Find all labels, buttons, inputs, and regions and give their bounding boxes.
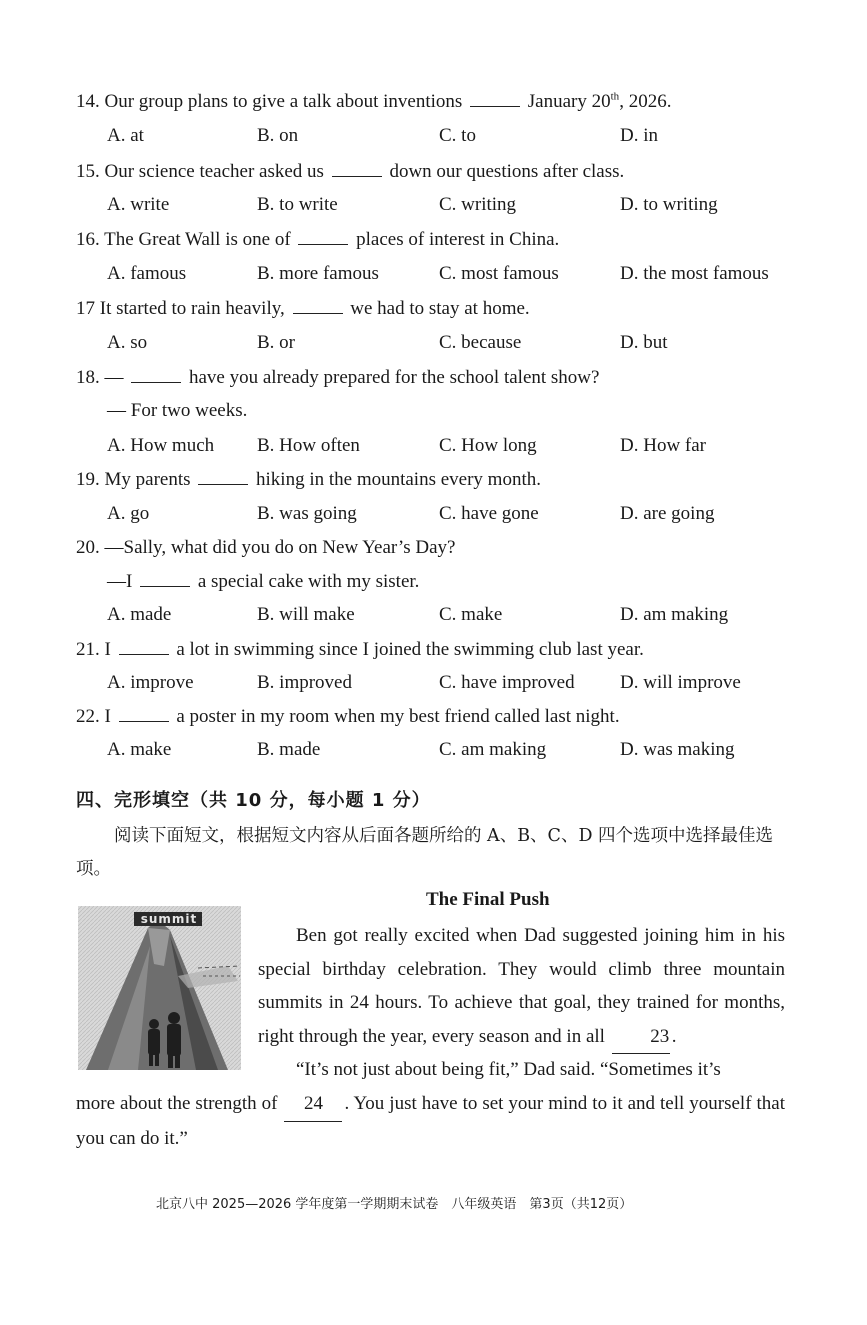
answer-blank [298, 228, 348, 245]
dialog-reply-20 [107, 570, 419, 593]
section-instruction: 阅读下面短文，根据短文内容从后面各题所给的 A、B、C、D 四个选项中选择最佳选项。 [76, 826, 774, 879]
question-text: My parents [104, 469, 191, 490]
question-text: , 2026. [619, 91, 672, 112]
cloze-blank-24: 24 [284, 1087, 342, 1122]
options-17 [107, 332, 807, 358]
options-16 [107, 263, 807, 289]
answer-blank [140, 570, 190, 587]
option-b: B. was going [257, 503, 357, 524]
question-text: —Sally, what did you do on New Year’s Day? [104, 537, 456, 558]
option-a: A. made [107, 604, 172, 625]
question-number: 22. [76, 706, 100, 727]
answer-blank [293, 297, 343, 314]
question-number: 16. [76, 229, 100, 250]
question-text: we had to stay at home. [350, 298, 530, 319]
option-c: C. writing [439, 194, 517, 215]
question-text: a poster in my room when my best friend called last night. [176, 706, 620, 727]
option-a: A. so [107, 332, 148, 353]
question-text: down our questions after class. [389, 161, 625, 182]
summit-label: summit [140, 912, 198, 926]
cloze-blank-23: 23 [612, 1020, 670, 1055]
option-b: B. more famous [257, 263, 379, 284]
story-paragraph-2-first-line: “It’s not just about being fit,” Dad said. “Sometimes it’s [296, 1059, 721, 1080]
question-text: a lot in swimming since I joined the swimming club last year. [176, 639, 644, 660]
question-text: hiking in the mountains every month. [256, 469, 541, 490]
answer-blank [332, 160, 382, 177]
story-title: The Final Push [426, 889, 550, 910]
options-22 [107, 739, 807, 765]
option-b: B. will make [257, 604, 355, 625]
section-heading: 四、完形填空（共 10 分，每小题 1 分） [76, 790, 431, 811]
question-text: Our group plans to give a talk about inventions [104, 91, 463, 112]
dialog-reply-18: — For two weeks. [107, 400, 248, 421]
option-d: D. was making [620, 739, 735, 760]
option-a: A. at [107, 125, 144, 146]
options-19 [107, 503, 807, 529]
story-text: Ben got really excited when Dad suggested joining him in his special birthday celebration. They would climb three mountain summits in 24 hours. To achieve that goal, they trained for months, right through the year, every season and in all [258, 925, 785, 1047]
question-text: January 20 [527, 91, 611, 112]
option-c: C. How long [439, 435, 537, 456]
story-paragraph-2 [76, 1087, 785, 1155]
question-text: I [104, 639, 111, 660]
answer-blank [470, 90, 520, 107]
option-c: C. am making [439, 739, 547, 760]
option-a: A. improve [107, 672, 194, 693]
options-21 [107, 672, 807, 698]
options-18 [107, 435, 807, 461]
question-number: 20. [76, 537, 100, 558]
question-text: Our science teacher asked us [104, 161, 324, 182]
option-c: C. most famous [439, 263, 559, 284]
option-c: C. have gone [439, 503, 539, 524]
mountain-climbers-illustration [78, 906, 241, 1070]
question-15 [76, 160, 624, 184]
option-b: B. on [257, 125, 299, 146]
story-text: more about the strength of [76, 1093, 278, 1114]
option-d: D. am making [620, 604, 729, 625]
answer-blank [119, 705, 169, 722]
option-b: B. to write [257, 194, 338, 215]
option-a: A. write [107, 194, 170, 215]
answer-blank [131, 366, 181, 383]
option-b: B. improved [257, 672, 352, 693]
question-text: I [104, 706, 111, 727]
option-a: A. How much [107, 435, 215, 456]
question-19 [76, 468, 541, 492]
question-text: — [104, 367, 124, 388]
options-14 [107, 125, 807, 151]
option-d: D. in [620, 125, 658, 146]
question-21 [76, 638, 644, 662]
reply-text: a special cake with my sister. [197, 571, 420, 592]
option-b: B. made [257, 739, 321, 760]
option-a: A. go [107, 503, 150, 524]
option-c: C. make [439, 604, 503, 625]
options-15 [107, 194, 807, 220]
question-number: 21. [76, 639, 100, 660]
option-a: A. famous [107, 263, 187, 284]
answer-blank [119, 638, 169, 655]
option-c: C. have improved [439, 672, 575, 693]
option-d: D. will improve [620, 672, 741, 693]
options-20 [107, 604, 807, 630]
question-text: The Great Wall is one of [104, 229, 291, 250]
mountain-icon [78, 906, 241, 1070]
question-number: 17 [76, 298, 95, 319]
option-c: C. because [439, 332, 522, 353]
question-20 [76, 536, 455, 560]
question-text: It started to rain heavily, [99, 298, 285, 319]
question-number: 18. [76, 367, 100, 388]
question-number: 19. [76, 469, 100, 490]
answer-blank [198, 468, 248, 485]
reply-text: —I [107, 571, 133, 592]
question-text: have you already prepared for the school talent show? [189, 367, 600, 388]
question-number: 14. [76, 91, 100, 112]
question-14 [76, 90, 671, 114]
option-b: B. How often [257, 435, 360, 456]
option-b: B. or [257, 332, 295, 353]
option-d: D. How far [620, 435, 707, 456]
option-c: C. to [439, 125, 476, 146]
question-22 [76, 705, 620, 729]
story-paragraph-1: Ben got really excited when Dad suggested joining him in his special birthday celebration. They would climb three mountain summits in 24 hours. To achieve that goal, they trained for months, right through the year, every season and in all 23 . [258, 919, 785, 1054]
question-16 [76, 228, 559, 252]
option-d: D. the most famous [620, 263, 769, 284]
question-17 [76, 297, 530, 321]
option-d: D. to writing [620, 194, 718, 215]
superscript: th [610, 90, 620, 103]
question-18 [76, 366, 599, 390]
question-text: places of interest in China. [356, 229, 560, 250]
option-d: D. are going [620, 503, 715, 524]
question-number: 15. [76, 161, 100, 182]
option-d: D. but [620, 332, 668, 353]
story-text: . You just have to set your mind to it and tell yourself that you can do it.” [76, 1093, 786, 1149]
option-a: A. make [107, 739, 172, 760]
page-footer: 北京八中 2025—2026 学年度第一学期期末试卷 八年级英语 第3页（共12页） [156, 1197, 633, 1212]
